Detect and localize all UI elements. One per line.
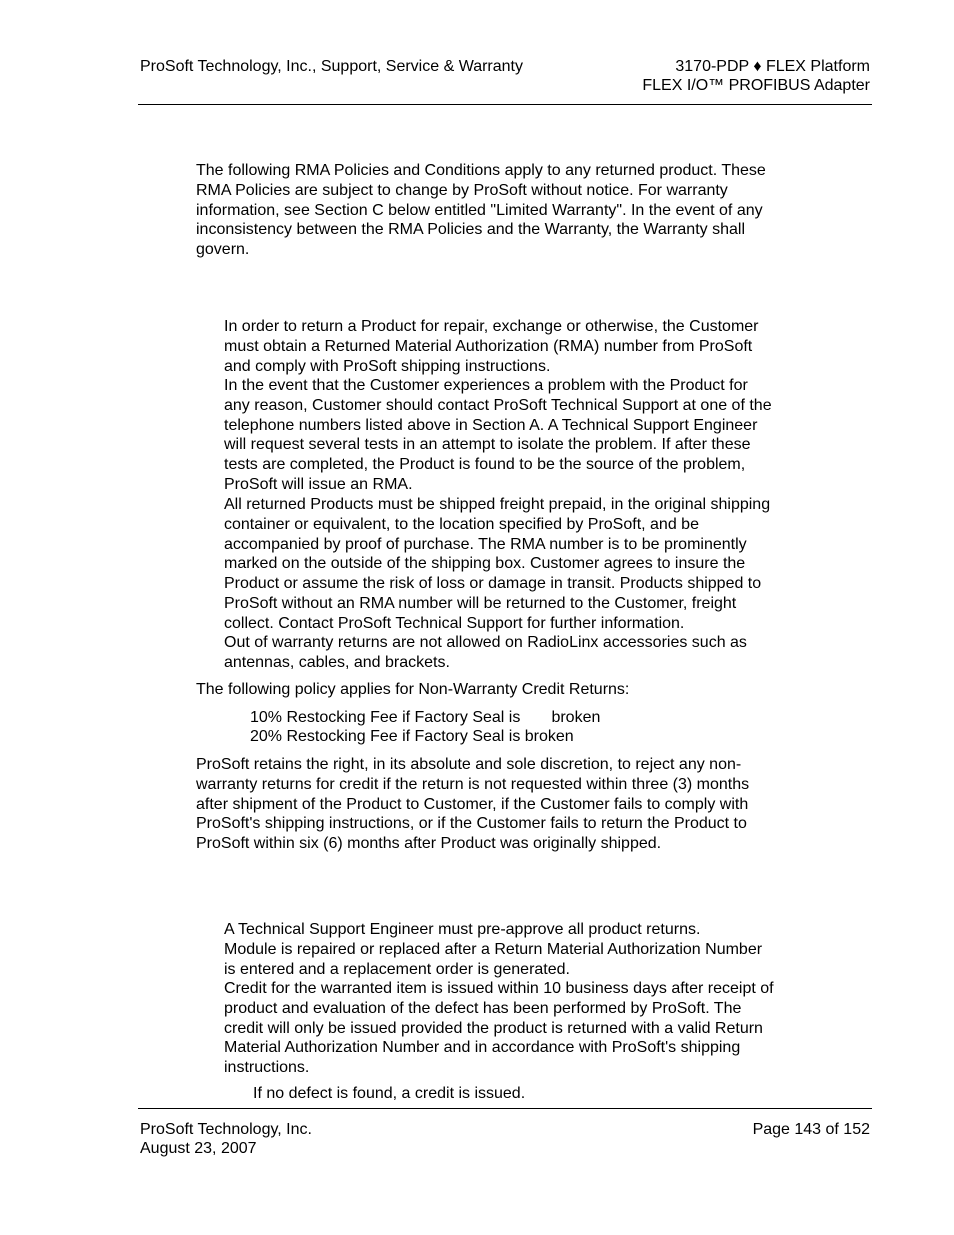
rma-item-line: ProSoft without an RMA number will be returned to the Customer, freight	[224, 594, 737, 612]
retains-line: after shipment of the Product to Customer, if the Customer fails to comply with	[196, 795, 749, 813]
intro-paragraph	[196, 161, 766, 260]
intro-line: information, see Section C below entitled "Limited Warranty". In the event of any	[196, 201, 763, 219]
retains-paragraph	[196, 755, 749, 854]
intro-line: RMA Policies are subject to change by ProSoft without notice. For warranty	[196, 181, 728, 199]
footer-date: August 23, 2007	[140, 1140, 257, 1157]
rma-item-line: tests are completed, the Product is found to be the source of the problem,	[224, 456, 746, 474]
credit-policy-intro: The following policy applies for Non-Warranty Credit Returns:	[196, 681, 630, 698]
header-divider	[138, 104, 872, 105]
rma-item-line: marked on the outside of the shipping box. Customer agrees to insure the	[224, 555, 746, 573]
rma-item-line: and comply with ProSoft shipping instructions.	[224, 357, 551, 375]
rma-item-line: Product or assume the risk of loss or damage in transit. Products shipped to	[224, 575, 762, 593]
retains-line: warranty returns for credit if the return is not requested within three (3) months	[196, 775, 750, 793]
header-product-line2: FLEX I/O™ PROFIBUS Adapter	[642, 77, 870, 94]
footer-page-number: Page 143 of 152	[752, 1121, 870, 1138]
rma-item-line: must obtain a Returned Material Authorization (RMA) number from ProSoft	[224, 337, 753, 355]
rma-item-line: will request several tests in an attempt to isolate the problem. If after these	[224, 436, 751, 454]
rma-item-4	[224, 633, 747, 673]
rma-item-line: accompanied by proof of purchase. The RMA number is to be prominently	[224, 535, 747, 553]
rma-item-line: Out of warranty returns are not allowed on RadioLinx accessories such as	[224, 634, 747, 651]
footer-left	[140, 1120, 312, 1158]
warranty-item-line: Module is repaired or replaced after a Return Material Authorization Number	[224, 941, 763, 958]
rma-item-line: ProSoft will issue an RMA.	[224, 475, 413, 493]
footer-divider	[138, 1108, 872, 1109]
warranty-item-line: Material Authorization Number and in accordance with ProSoft's shipping	[224, 1039, 741, 1057]
intro-line: govern.	[196, 241, 250, 259]
rma-item-line: antennas, cables, and brackets.	[224, 653, 450, 671]
warranty-item-line: credit will only be issued provided the product is returned with a valid Return	[224, 1019, 763, 1037]
retains-line: ProSoft's shipping instructions, or if the Customer fails to return the Product to	[196, 815, 747, 833]
rma-item-line: collect. Contact ProSoft Technical Support for further information.	[224, 614, 685, 632]
rma-item-line: All returned Products must be shipped freight prepaid, in the original shipping	[224, 496, 771, 513]
rma-item-line: In the event that the Customer experiences a problem with the Product for	[224, 377, 748, 394]
warranty-item-line: product and evaluation of the defect has been performed by ProSoft. The	[224, 999, 742, 1017]
footer-company: ProSoft Technology, Inc.	[140, 1121, 312, 1138]
warranty-item-line: instructions.	[224, 1059, 310, 1077]
rma-item-1	[224, 317, 759, 376]
warranty-item-line: A Technical Support Engineer must pre-approve all product returns.	[224, 921, 701, 938]
header-product-line1: 3170-PDP ♦ FLEX Platform	[675, 58, 870, 75]
warranty-item-1	[224, 920, 700, 940]
retains-line: ProSoft within six (6) months after Product was originally shipped.	[196, 835, 662, 853]
rma-item-3	[224, 495, 770, 634]
intro-line: The following RMA Policies and Conditions apply to any returned product. These	[196, 162, 766, 179]
warranty-item-2	[224, 940, 762, 980]
intro-line: inconsistency between the RMA Policies and the Warranty, the Warranty shall	[196, 221, 745, 239]
warranty-item-3	[224, 979, 774, 1078]
rma-item-line: In order to return a Product for repair, exchange or otherwise, the Customer	[224, 318, 759, 335]
header-title: ProSoft Technology, Inc., Support, Service & Warranty	[140, 58, 523, 75]
header-product	[642, 57, 870, 95]
retains-line: ProSoft retains the right, in its absolute and sole discretion, to reject any non-	[196, 756, 742, 773]
rma-item-line: container or equivalent, to the location specified by ProSoft, and be	[224, 515, 699, 533]
restocking-fee-10: 10% Restocking Fee if Factory Seal is broken	[250, 709, 601, 726]
rma-item-line: any reason, Customer should contact ProSoft Technical Support at one of the	[224, 396, 772, 414]
no-defect-note: If no defect is found, a credit is issued.	[253, 1085, 526, 1102]
rma-item-2	[224, 376, 772, 495]
warranty-item-line: Credit for the warranted item is issued within 10 business days after receipt of	[224, 980, 774, 997]
warranty-item-line: is entered and a replacement order is generated.	[224, 960, 570, 978]
rma-item-line: telephone numbers listed above in Section A. A Technical Support Engineer	[224, 416, 758, 434]
restocking-fee-20: 20% Restocking Fee if Factory Seal is broken	[250, 728, 574, 745]
